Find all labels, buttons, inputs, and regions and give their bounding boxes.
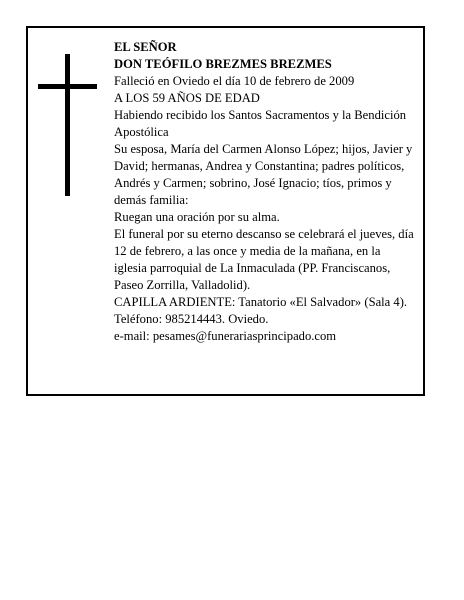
cross-vertical-bar [65, 54, 70, 196]
chapel-details: CAPILLA ARDIENTE: Tanatorio «El Salvador» (Sala 4). Teléfono: 985214443. Oviedo. [114, 295, 408, 326]
funeral-details: El funeral por su eterno descanso se celebrará el jueves, día 12 de febrero, a las once y media de la mañana, en la iglesia parroquial de La Inmaculada (PP. Franciscanos, Paseo Zorrilla, Valladolid). [114, 227, 414, 292]
title-line-1: EL SEÑOR [114, 40, 177, 54]
death-notice: Falleció en Oviedo el día 10 de febrero de 2009 [114, 74, 355, 88]
family-line: Su esposa, María del Carmen Alonso López; hijos, Javier y David; hermanas, Andrea y Constantina; padres políticos, Andrés y Carmen; sobrino, José Ignacio; tíos, primos y demás familia: [114, 142, 413, 207]
deceased-name: DON TEÓFILO BREZMES BREZMES [114, 57, 332, 71]
obituary-text [114, 39, 414, 345]
cross-horizontal-bar [38, 84, 97, 89]
age-line: A LOS 59 AÑOS DE EDAD [114, 91, 260, 105]
prayer-request: Ruegan una oración por su alma. [114, 210, 280, 224]
sacraments-line: Habiendo recibido los Santos Sacramentos y la Bendición Apostólica [114, 108, 407, 139]
email-line: e-mail: pesames@funerariasprincipado.com [114, 329, 337, 343]
